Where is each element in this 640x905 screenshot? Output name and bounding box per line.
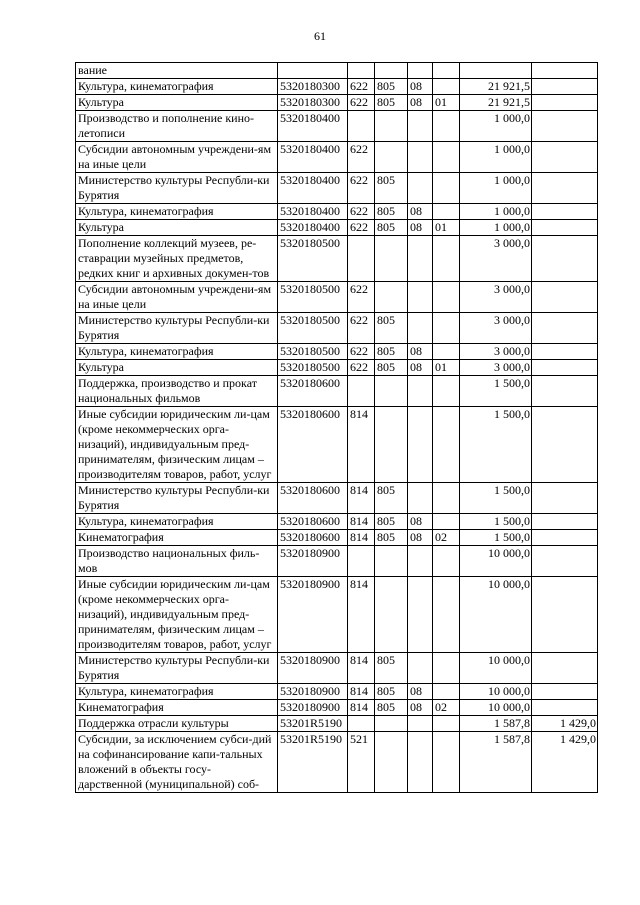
- table-row: [76, 360, 598, 376]
- section-code-cell: 08: [408, 220, 433, 236]
- subsection-code-cell: 01: [433, 360, 460, 376]
- amount-cell: 1 000,0: [460, 220, 532, 236]
- section-code-cell: [408, 313, 433, 344]
- secondary-amount-cell: [532, 313, 598, 344]
- row-name-cell: Субсидии автономным учреждени-ям на иные цели: [76, 142, 278, 173]
- target-article-code-cell: 5320180900: [278, 684, 348, 700]
- expense-type-code-cell: [348, 236, 375, 282]
- row-name-cell: Культура: [76, 220, 278, 236]
- section-code-cell: [408, 546, 433, 577]
- ministry-code-cell: [375, 236, 408, 282]
- ministry-code-cell: [375, 732, 408, 793]
- section-code-cell: [408, 173, 433, 204]
- subsection-code-cell: [433, 684, 460, 700]
- target-article-code-cell: 5320180400: [278, 173, 348, 204]
- ministry-code-cell: [375, 546, 408, 577]
- subsection-code-cell: [433, 376, 460, 407]
- target-article-code-cell: 5320180600: [278, 483, 348, 514]
- section-code-cell: [408, 483, 433, 514]
- row-name-cell: Культура, кинематография: [76, 514, 278, 530]
- table-row: [76, 716, 598, 732]
- table-row: [76, 282, 598, 313]
- subsection-code-cell: [433, 63, 460, 79]
- target-article-code-cell: 5320180900: [278, 653, 348, 684]
- secondary-amount-cell: [532, 111, 598, 142]
- amount-cell: 21 921,5: [460, 79, 532, 95]
- secondary-amount-cell: [532, 220, 598, 236]
- amount-cell: 10 000,0: [460, 700, 532, 716]
- amount-cell: 1 500,0: [460, 514, 532, 530]
- page-number: 61: [314, 29, 326, 43]
- subsection-code-cell: [433, 407, 460, 483]
- ministry-code-cell: [375, 716, 408, 732]
- row-name-cell: Пополнение коллекций музеев, ре-ставрации музейных предметов, редких книг и архивных докумен-тов: [76, 236, 278, 282]
- target-article-code-cell: 5320180900: [278, 700, 348, 716]
- ministry-code-cell: 805: [375, 653, 408, 684]
- budget-table: [75, 62, 598, 793]
- subsection-code-cell: [433, 236, 460, 282]
- row-name-cell: Культура: [76, 95, 278, 111]
- expense-type-code-cell: 622: [348, 95, 375, 111]
- secondary-amount-cell: [532, 63, 598, 79]
- ministry-code-cell: 805: [375, 204, 408, 220]
- ministry-code-cell: 805: [375, 684, 408, 700]
- ministry-code-cell: 805: [375, 530, 408, 546]
- secondary-amount-cell: 1 429,0: [532, 716, 598, 732]
- section-code-cell: [408, 653, 433, 684]
- row-name-cell: Поддержка отрасли культуры: [76, 716, 278, 732]
- subsection-code-cell: [433, 732, 460, 793]
- expense-type-code-cell: 814: [348, 407, 375, 483]
- table-row: [76, 344, 598, 360]
- row-name-cell: Иные субсидии юридическим ли-цам (кроме некоммерческих орга-низаций), индивидуальным пред-принимателям, физическим лицам – производителям товаров, работ, услуг: [76, 407, 278, 483]
- subsection-code-cell: [433, 204, 460, 220]
- ministry-code-cell: [375, 282, 408, 313]
- target-article-code-cell: 5320180400: [278, 220, 348, 236]
- target-article-code-cell: 5320180900: [278, 546, 348, 577]
- table-row: [76, 63, 598, 79]
- ministry-code-cell: 805: [375, 700, 408, 716]
- expense-type-code-cell: 521: [348, 732, 375, 793]
- amount-cell: 1 500,0: [460, 376, 532, 407]
- subsection-code-cell: [433, 344, 460, 360]
- amount-cell: 1 000,0: [460, 142, 532, 173]
- section-code-cell: [408, 142, 433, 173]
- row-name-cell: Министерство культуры Республи-ки Бурятия: [76, 653, 278, 684]
- target-article-code-cell: 53201R5190: [278, 732, 348, 793]
- section-code-cell: 08: [408, 344, 433, 360]
- table-row: [76, 313, 598, 344]
- section-code-cell: [408, 732, 433, 793]
- row-name-cell: вание: [76, 63, 278, 79]
- secondary-amount-cell: [532, 483, 598, 514]
- row-name-cell: Поддержка, производство и прокат национальных фильмов: [76, 376, 278, 407]
- section-code-cell: 08: [408, 204, 433, 220]
- amount-cell: 3 000,0: [460, 360, 532, 376]
- amount-cell: 1 587,8: [460, 732, 532, 793]
- target-article-code-cell: 5320180500: [278, 344, 348, 360]
- secondary-amount-cell: [532, 360, 598, 376]
- subsection-code-cell: [433, 79, 460, 95]
- row-name-cell: Кинематография: [76, 700, 278, 716]
- table-row: [76, 530, 598, 546]
- table-row: [76, 142, 598, 173]
- row-name-cell: Культура, кинематография: [76, 344, 278, 360]
- expense-type-code-cell: 622: [348, 344, 375, 360]
- expense-type-code-cell: 622: [348, 220, 375, 236]
- amount-cell: 3 000,0: [460, 236, 532, 282]
- secondary-amount-cell: [532, 653, 598, 684]
- section-code-cell: [408, 376, 433, 407]
- target-article-code-cell: 5320180400: [278, 142, 348, 173]
- amount-cell: 1 000,0: [460, 204, 532, 220]
- target-article-code-cell: [278, 63, 348, 79]
- amount-cell: 1 000,0: [460, 111, 532, 142]
- target-article-code-cell: 5320180600: [278, 530, 348, 546]
- expense-type-code-cell: 814: [348, 700, 375, 716]
- subsection-code-cell: 01: [433, 95, 460, 111]
- target-article-code-cell: 5320180500: [278, 360, 348, 376]
- table-row: [76, 546, 598, 577]
- subsection-code-cell: [433, 716, 460, 732]
- secondary-amount-cell: 1 429,0: [532, 732, 598, 793]
- section-code-cell: [408, 63, 433, 79]
- row-name-cell: Субсидии, за исключением субси-дий на софинансирование капи-тальных вложений в объекты госу-дарственной (муниципальной) соб-: [76, 732, 278, 793]
- table-row: [76, 220, 598, 236]
- row-name-cell: Культура: [76, 360, 278, 376]
- section-code-cell: 08: [408, 684, 433, 700]
- expense-type-code-cell: 622: [348, 173, 375, 204]
- table-row: [76, 653, 598, 684]
- ministry-code-cell: 805: [375, 483, 408, 514]
- amount-cell: 3 000,0: [460, 344, 532, 360]
- expense-type-code-cell: 814: [348, 483, 375, 514]
- target-article-code-cell: 5320180500: [278, 282, 348, 313]
- budget-table-body: [76, 63, 598, 793]
- row-name-cell: Культура, кинематография: [76, 79, 278, 95]
- secondary-amount-cell: [532, 684, 598, 700]
- expense-type-code-cell: 814: [348, 653, 375, 684]
- ministry-code-cell: [375, 142, 408, 173]
- ministry-code-cell: 805: [375, 173, 408, 204]
- table-row: [76, 376, 598, 407]
- expense-type-code-cell: 622: [348, 282, 375, 313]
- ministry-code-cell: 805: [375, 313, 408, 344]
- ministry-code-cell: [375, 376, 408, 407]
- table-row: [76, 577, 598, 653]
- target-article-code-cell: 5320180900: [278, 577, 348, 653]
- ministry-code-cell: [375, 111, 408, 142]
- amount-cell: 10 000,0: [460, 653, 532, 684]
- table-row: [76, 79, 598, 95]
- secondary-amount-cell: [532, 514, 598, 530]
- expense-type-code-cell: 622: [348, 360, 375, 376]
- expense-type-code-cell: 814: [348, 684, 375, 700]
- table-row: [76, 204, 598, 220]
- section-code-cell: 08: [408, 360, 433, 376]
- row-name-cell: Культура, кинематография: [76, 684, 278, 700]
- table-row: [76, 95, 598, 111]
- expense-type-code-cell: 622: [348, 142, 375, 173]
- row-name-cell: Кинематография: [76, 530, 278, 546]
- expense-type-code-cell: 814: [348, 577, 375, 653]
- secondary-amount-cell: [532, 95, 598, 111]
- subsection-code-cell: [433, 111, 460, 142]
- subsection-code-cell: [433, 282, 460, 313]
- table-row: [76, 483, 598, 514]
- ministry-code-cell: 805: [375, 95, 408, 111]
- secondary-amount-cell: [532, 376, 598, 407]
- subsection-code-cell: 02: [433, 530, 460, 546]
- section-code-cell: 08: [408, 700, 433, 716]
- target-article-code-cell: 53201R5190: [278, 716, 348, 732]
- subsection-code-cell: [433, 173, 460, 204]
- expense-type-code-cell: 814: [348, 530, 375, 546]
- secondary-amount-cell: [532, 282, 598, 313]
- ministry-code-cell: 805: [375, 220, 408, 236]
- row-name-cell: Министерство культуры Республи-ки Бурятия: [76, 313, 278, 344]
- expense-type-code-cell: [348, 546, 375, 577]
- target-article-code-cell: 5320180300: [278, 79, 348, 95]
- section-code-cell: [408, 716, 433, 732]
- amount-cell: 1 500,0: [460, 407, 532, 483]
- amount-cell: 3 000,0: [460, 313, 532, 344]
- amount-cell: 3 000,0: [460, 282, 532, 313]
- expense-type-code-cell: [348, 376, 375, 407]
- subsection-code-cell: 02: [433, 700, 460, 716]
- section-code-cell: [408, 236, 433, 282]
- secondary-amount-cell: [532, 142, 598, 173]
- amount-cell: 1 500,0: [460, 483, 532, 514]
- table-row: [76, 732, 598, 793]
- secondary-amount-cell: [532, 344, 598, 360]
- subsection-code-cell: [433, 142, 460, 173]
- table-row: [76, 684, 598, 700]
- expense-type-code-cell: 622: [348, 204, 375, 220]
- subsection-code-cell: [433, 483, 460, 514]
- row-name-cell: Культура, кинематография: [76, 204, 278, 220]
- subsection-code-cell: 01: [433, 220, 460, 236]
- row-name-cell: Субсидии автономным учреждени-ям на иные цели: [76, 282, 278, 313]
- secondary-amount-cell: [532, 700, 598, 716]
- ministry-code-cell: 805: [375, 79, 408, 95]
- section-code-cell: 08: [408, 530, 433, 546]
- secondary-amount-cell: [532, 530, 598, 546]
- secondary-amount-cell: [532, 577, 598, 653]
- subsection-code-cell: [433, 514, 460, 530]
- ministry-code-cell: 805: [375, 344, 408, 360]
- secondary-amount-cell: [532, 546, 598, 577]
- subsection-code-cell: [433, 653, 460, 684]
- ministry-code-cell: [375, 577, 408, 653]
- section-code-cell: [408, 577, 433, 653]
- amount-cell: 1 587,8: [460, 716, 532, 732]
- section-code-cell: [408, 407, 433, 483]
- target-article-code-cell: 5320180400: [278, 204, 348, 220]
- section-code-cell: 08: [408, 79, 433, 95]
- secondary-amount-cell: [532, 236, 598, 282]
- expense-type-code-cell: 814: [348, 514, 375, 530]
- amount-cell: 10 000,0: [460, 577, 532, 653]
- section-code-cell: 08: [408, 95, 433, 111]
- target-article-code-cell: 5320180300: [278, 95, 348, 111]
- section-code-cell: 08: [408, 514, 433, 530]
- table-row: [76, 236, 598, 282]
- target-article-code-cell: 5320180500: [278, 236, 348, 282]
- amount-cell: [460, 63, 532, 79]
- table-row: [76, 111, 598, 142]
- subsection-code-cell: [433, 313, 460, 344]
- target-article-code-cell: 5320180600: [278, 407, 348, 483]
- section-code-cell: [408, 282, 433, 313]
- amount-cell: 1 500,0: [460, 530, 532, 546]
- target-article-code-cell: 5320180500: [278, 313, 348, 344]
- target-article-code-cell: 5320180600: [278, 376, 348, 407]
- amount-cell: 21 921,5: [460, 95, 532, 111]
- target-article-code-cell: 5320180400: [278, 111, 348, 142]
- subsection-code-cell: [433, 577, 460, 653]
- expense-type-code-cell: 622: [348, 313, 375, 344]
- secondary-amount-cell: [532, 204, 598, 220]
- ministry-code-cell: 805: [375, 514, 408, 530]
- row-name-cell: Министерство культуры Республи-ки Бурятия: [76, 483, 278, 514]
- amount-cell: 10 000,0: [460, 546, 532, 577]
- target-article-code-cell: 5320180600: [278, 514, 348, 530]
- row-name-cell: Иные субсидии юридическим ли-цам (кроме некоммерческих орга-низаций), индивидуальным пред-принимателям, физическим лицам – производителям товаров, работ, услуг: [76, 577, 278, 653]
- row-name-cell: Министерство культуры Республи-ки Бурятия: [76, 173, 278, 204]
- ministry-code-cell: [375, 63, 408, 79]
- table-row: [76, 173, 598, 204]
- secondary-amount-cell: [532, 173, 598, 204]
- ministry-code-cell: 805: [375, 360, 408, 376]
- expense-type-code-cell: [348, 716, 375, 732]
- amount-cell: 10 000,0: [460, 684, 532, 700]
- secondary-amount-cell: [532, 79, 598, 95]
- subsection-code-cell: [433, 546, 460, 577]
- table-row: [76, 407, 598, 483]
- secondary-amount-cell: [532, 407, 598, 483]
- ministry-code-cell: [375, 407, 408, 483]
- section-code-cell: [408, 111, 433, 142]
- row-name-cell: Производство и пополнение кино-летописи: [76, 111, 278, 142]
- table-row: [76, 700, 598, 716]
- table-row: [76, 514, 598, 530]
- expense-type-code-cell: 622: [348, 79, 375, 95]
- row-name-cell: Производство национальных филь-мов: [76, 546, 278, 577]
- amount-cell: 1 000,0: [460, 173, 532, 204]
- expense-type-code-cell: [348, 63, 375, 79]
- expense-type-code-cell: [348, 111, 375, 142]
